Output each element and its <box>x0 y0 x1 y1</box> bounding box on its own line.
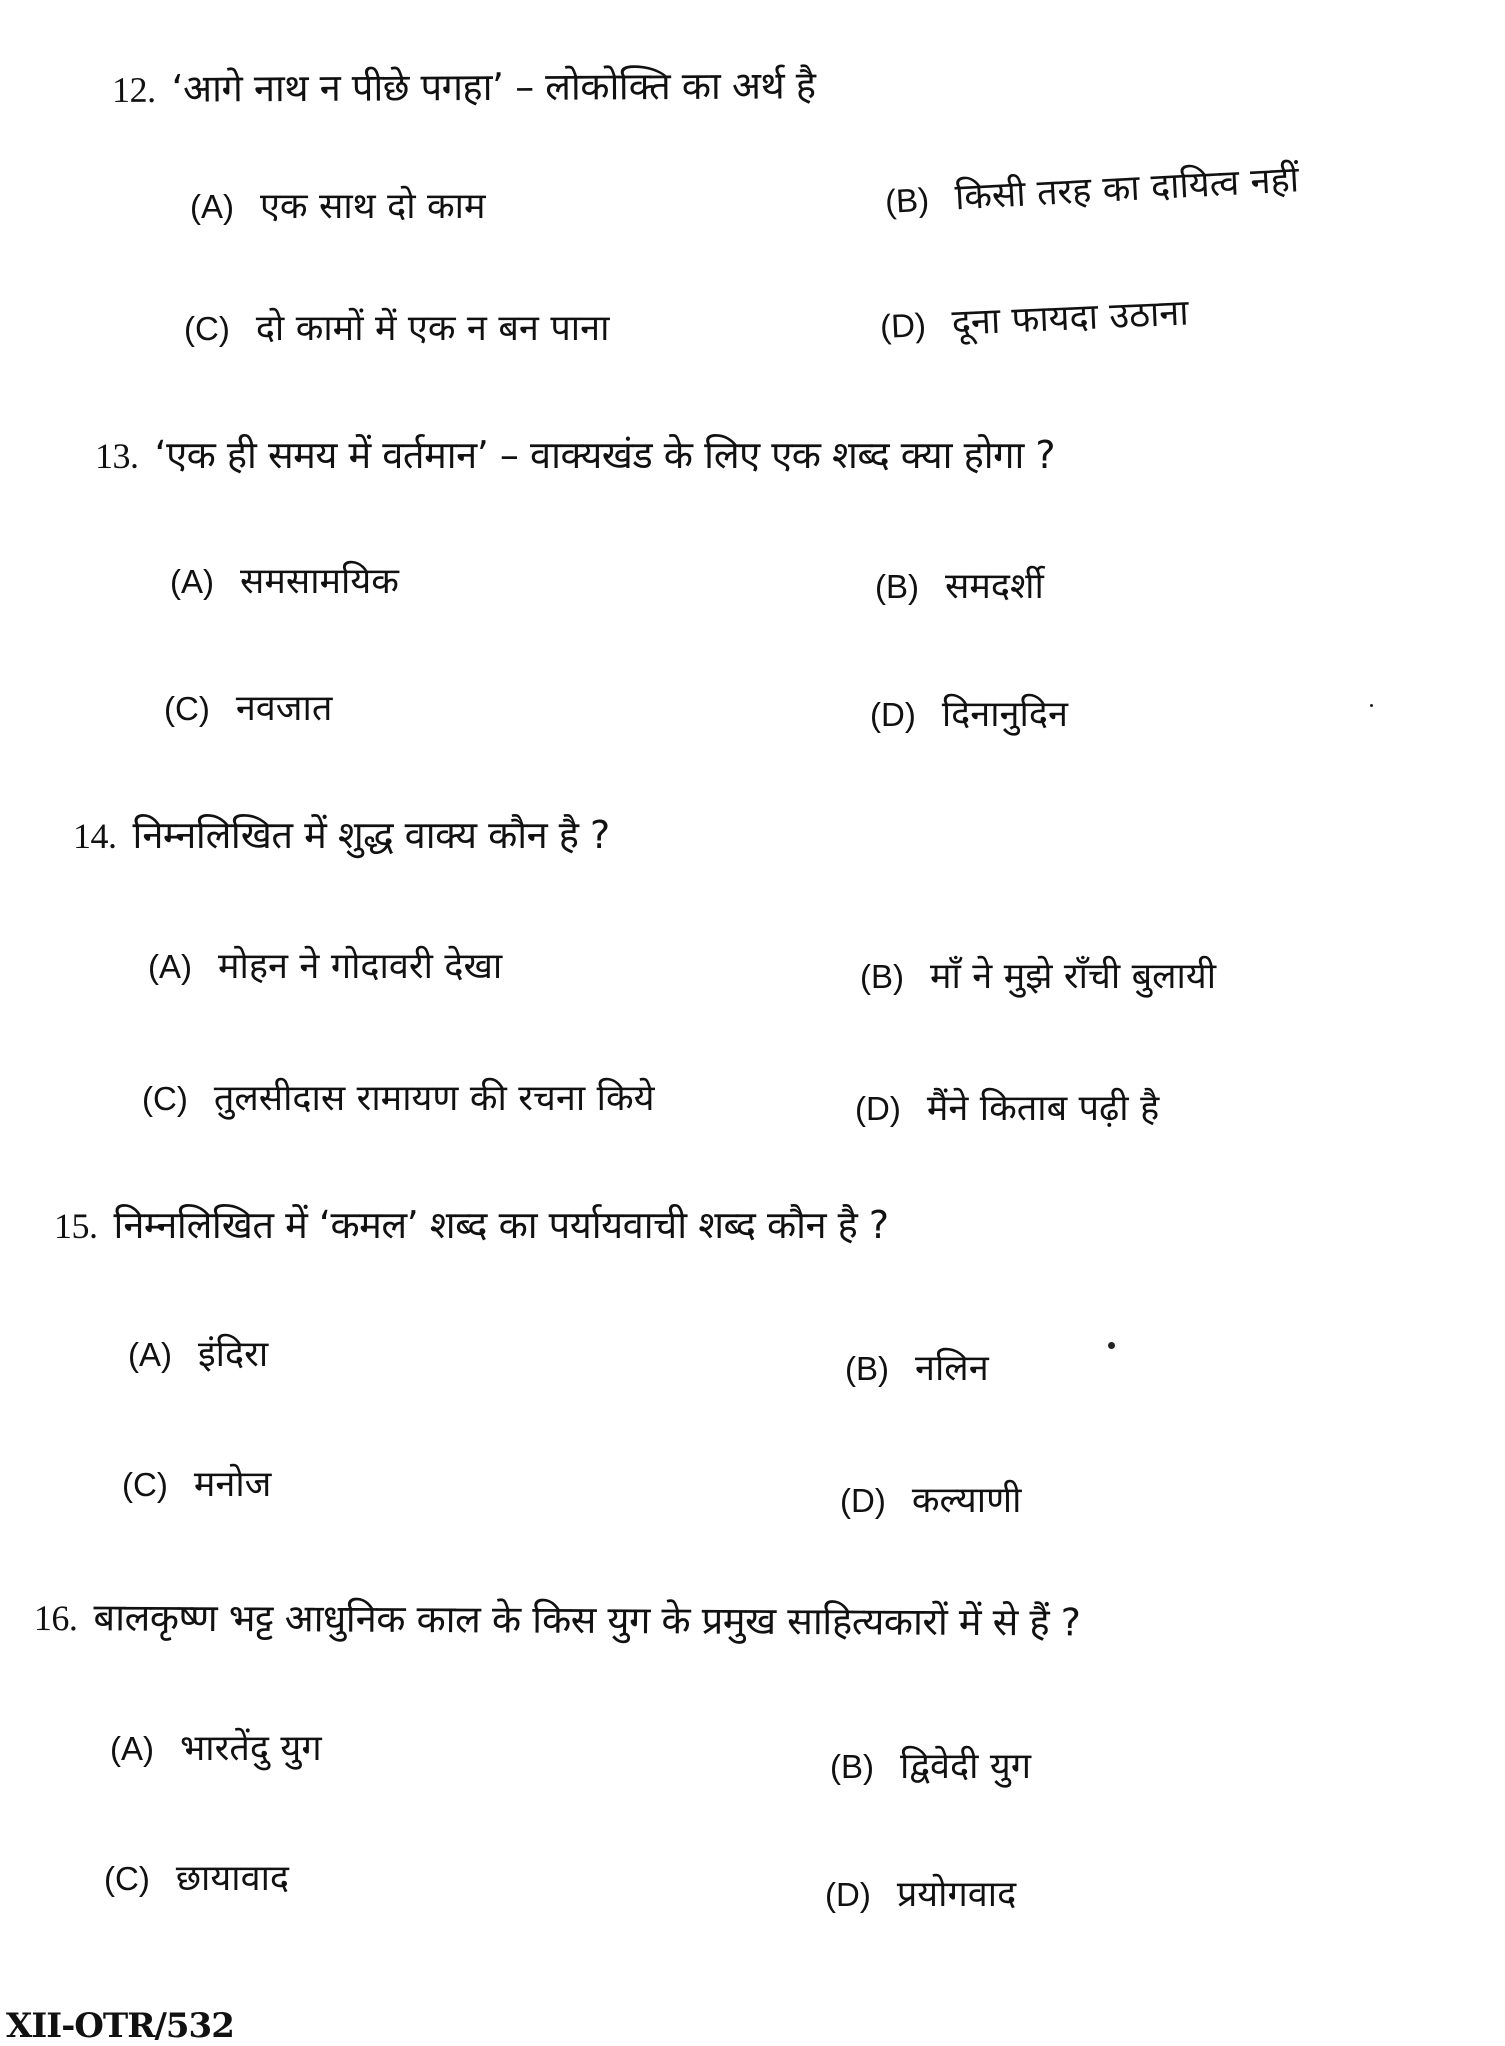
option-12-d <box>879 287 1190 349</box>
option-label: (B) <box>884 180 931 220</box>
scan-speck <box>1108 1342 1115 1349</box>
option-text: मोहन ने गोदावरी देखा <box>218 946 503 987</box>
question-14 <box>73 808 610 860</box>
question-13 <box>95 428 1055 480</box>
option-text: समदर्शी <box>945 566 1044 607</box>
question-number: 13. <box>95 436 139 476</box>
option-14-a <box>148 940 502 989</box>
option-label: (D) <box>879 306 927 345</box>
option-16-b <box>830 1740 1031 1789</box>
option-text: दिनानुदिन <box>941 694 1068 735</box>
question-text: ‘आगे नाथ न पीछे पगहा’ – लोकोक्ति का अर्थ है <box>171 63 816 111</box>
option-label: (C) <box>164 690 210 727</box>
question-number: 14. <box>73 816 117 856</box>
option-text: मनोज <box>193 1464 272 1505</box>
option-text: नवजात <box>235 688 333 729</box>
option-label: (A) <box>148 948 192 985</box>
option-label: (A) <box>190 188 234 225</box>
option-text: प्रयोगवाद <box>896 1874 1017 1915</box>
option-text: माँ ने मुझे राँची बुलायी <box>930 956 1217 997</box>
option-text: कल्याणी <box>911 1480 1022 1521</box>
option-label: (C) <box>142 1080 188 1117</box>
option-text: भारतेंदु युग <box>180 1728 322 1769</box>
question-number: 15. <box>54 1206 98 1246</box>
option-16-c <box>104 1852 289 1901</box>
option-label: (C) <box>184 310 230 347</box>
option-text: इंदिरा <box>198 1334 269 1375</box>
question-number: 12. <box>111 69 156 110</box>
option-14-d <box>855 1082 1159 1131</box>
option-16-d <box>825 1868 1016 1917</box>
option-text: दो कामों में एक न बन पाना <box>255 308 610 349</box>
scan-speck <box>1370 704 1373 707</box>
option-text: किसी तरह का दायित्व नहीं <box>953 159 1300 219</box>
option-14-b <box>860 950 1216 999</box>
option-text: एक साथ दो काम <box>260 186 486 227</box>
option-text: दूना फायदा उठाना <box>950 292 1190 344</box>
option-label: (A) <box>170 563 214 600</box>
question-text: ‘एक ही समय में वर्तमान’ – वाक्यखंड के लिए एक शब्द क्या होगा ? <box>154 433 1056 477</box>
option-text: द्विवेदी युग <box>900 1746 1032 1787</box>
option-label: (C) <box>122 1466 168 1503</box>
option-label: (B) <box>875 568 919 605</box>
question-16 <box>34 1590 1081 1647</box>
question-text: निम्नलिखित में शुद्ध वाक्य कौन है ? <box>132 813 610 857</box>
option-text: छायावाद <box>175 1858 290 1899</box>
option-12-b <box>884 153 1300 224</box>
question-text: निम्नलिखित में ‘कमल’ शब्द का पर्यायवाची शब्द कौन है ? <box>113 1203 889 1247</box>
option-label: (D) <box>825 1876 871 1913</box>
option-text: तुलसीदास रामायण की रचना किये <box>213 1078 655 1119</box>
option-13-c <box>164 682 332 731</box>
option-label: (C) <box>104 1860 150 1897</box>
option-15-d <box>840 1474 1021 1523</box>
option-label: (D) <box>870 696 916 733</box>
option-label: (B) <box>830 1748 874 1785</box>
paper-code: XII-OTR/532 <box>6 2006 234 2046</box>
option-14-c <box>142 1072 654 1121</box>
option-13-b <box>875 560 1044 609</box>
option-text: नलिन <box>915 1348 989 1389</box>
option-13-a <box>170 555 399 604</box>
question-12 <box>112 58 816 114</box>
question-number: 16. <box>33 1598 78 1639</box>
option-15-a <box>128 1328 268 1377</box>
option-label: (D) <box>855 1090 901 1127</box>
option-13-d <box>870 688 1068 737</box>
option-12-c <box>184 302 609 351</box>
question-text: बालकृष्ण भट्ट आधुनिक काल के किस युग के प्रमुख साहित्यकारों में से हैं ? <box>93 1595 1081 1645</box>
option-label: (A) <box>110 1730 154 1767</box>
option-16-a <box>110 1722 322 1771</box>
option-text: मैंने किताब पढ़ी है <box>926 1088 1160 1129</box>
question-15 <box>54 1198 889 1250</box>
option-12-a <box>190 180 486 229</box>
option-text: समसामयिक <box>240 561 399 602</box>
option-label: (D) <box>840 1482 886 1519</box>
option-15-b <box>845 1342 989 1391</box>
option-label: (B) <box>860 958 904 995</box>
option-15-c <box>122 1458 271 1507</box>
option-label: (A) <box>128 1336 172 1373</box>
option-label: (B) <box>845 1350 889 1387</box>
